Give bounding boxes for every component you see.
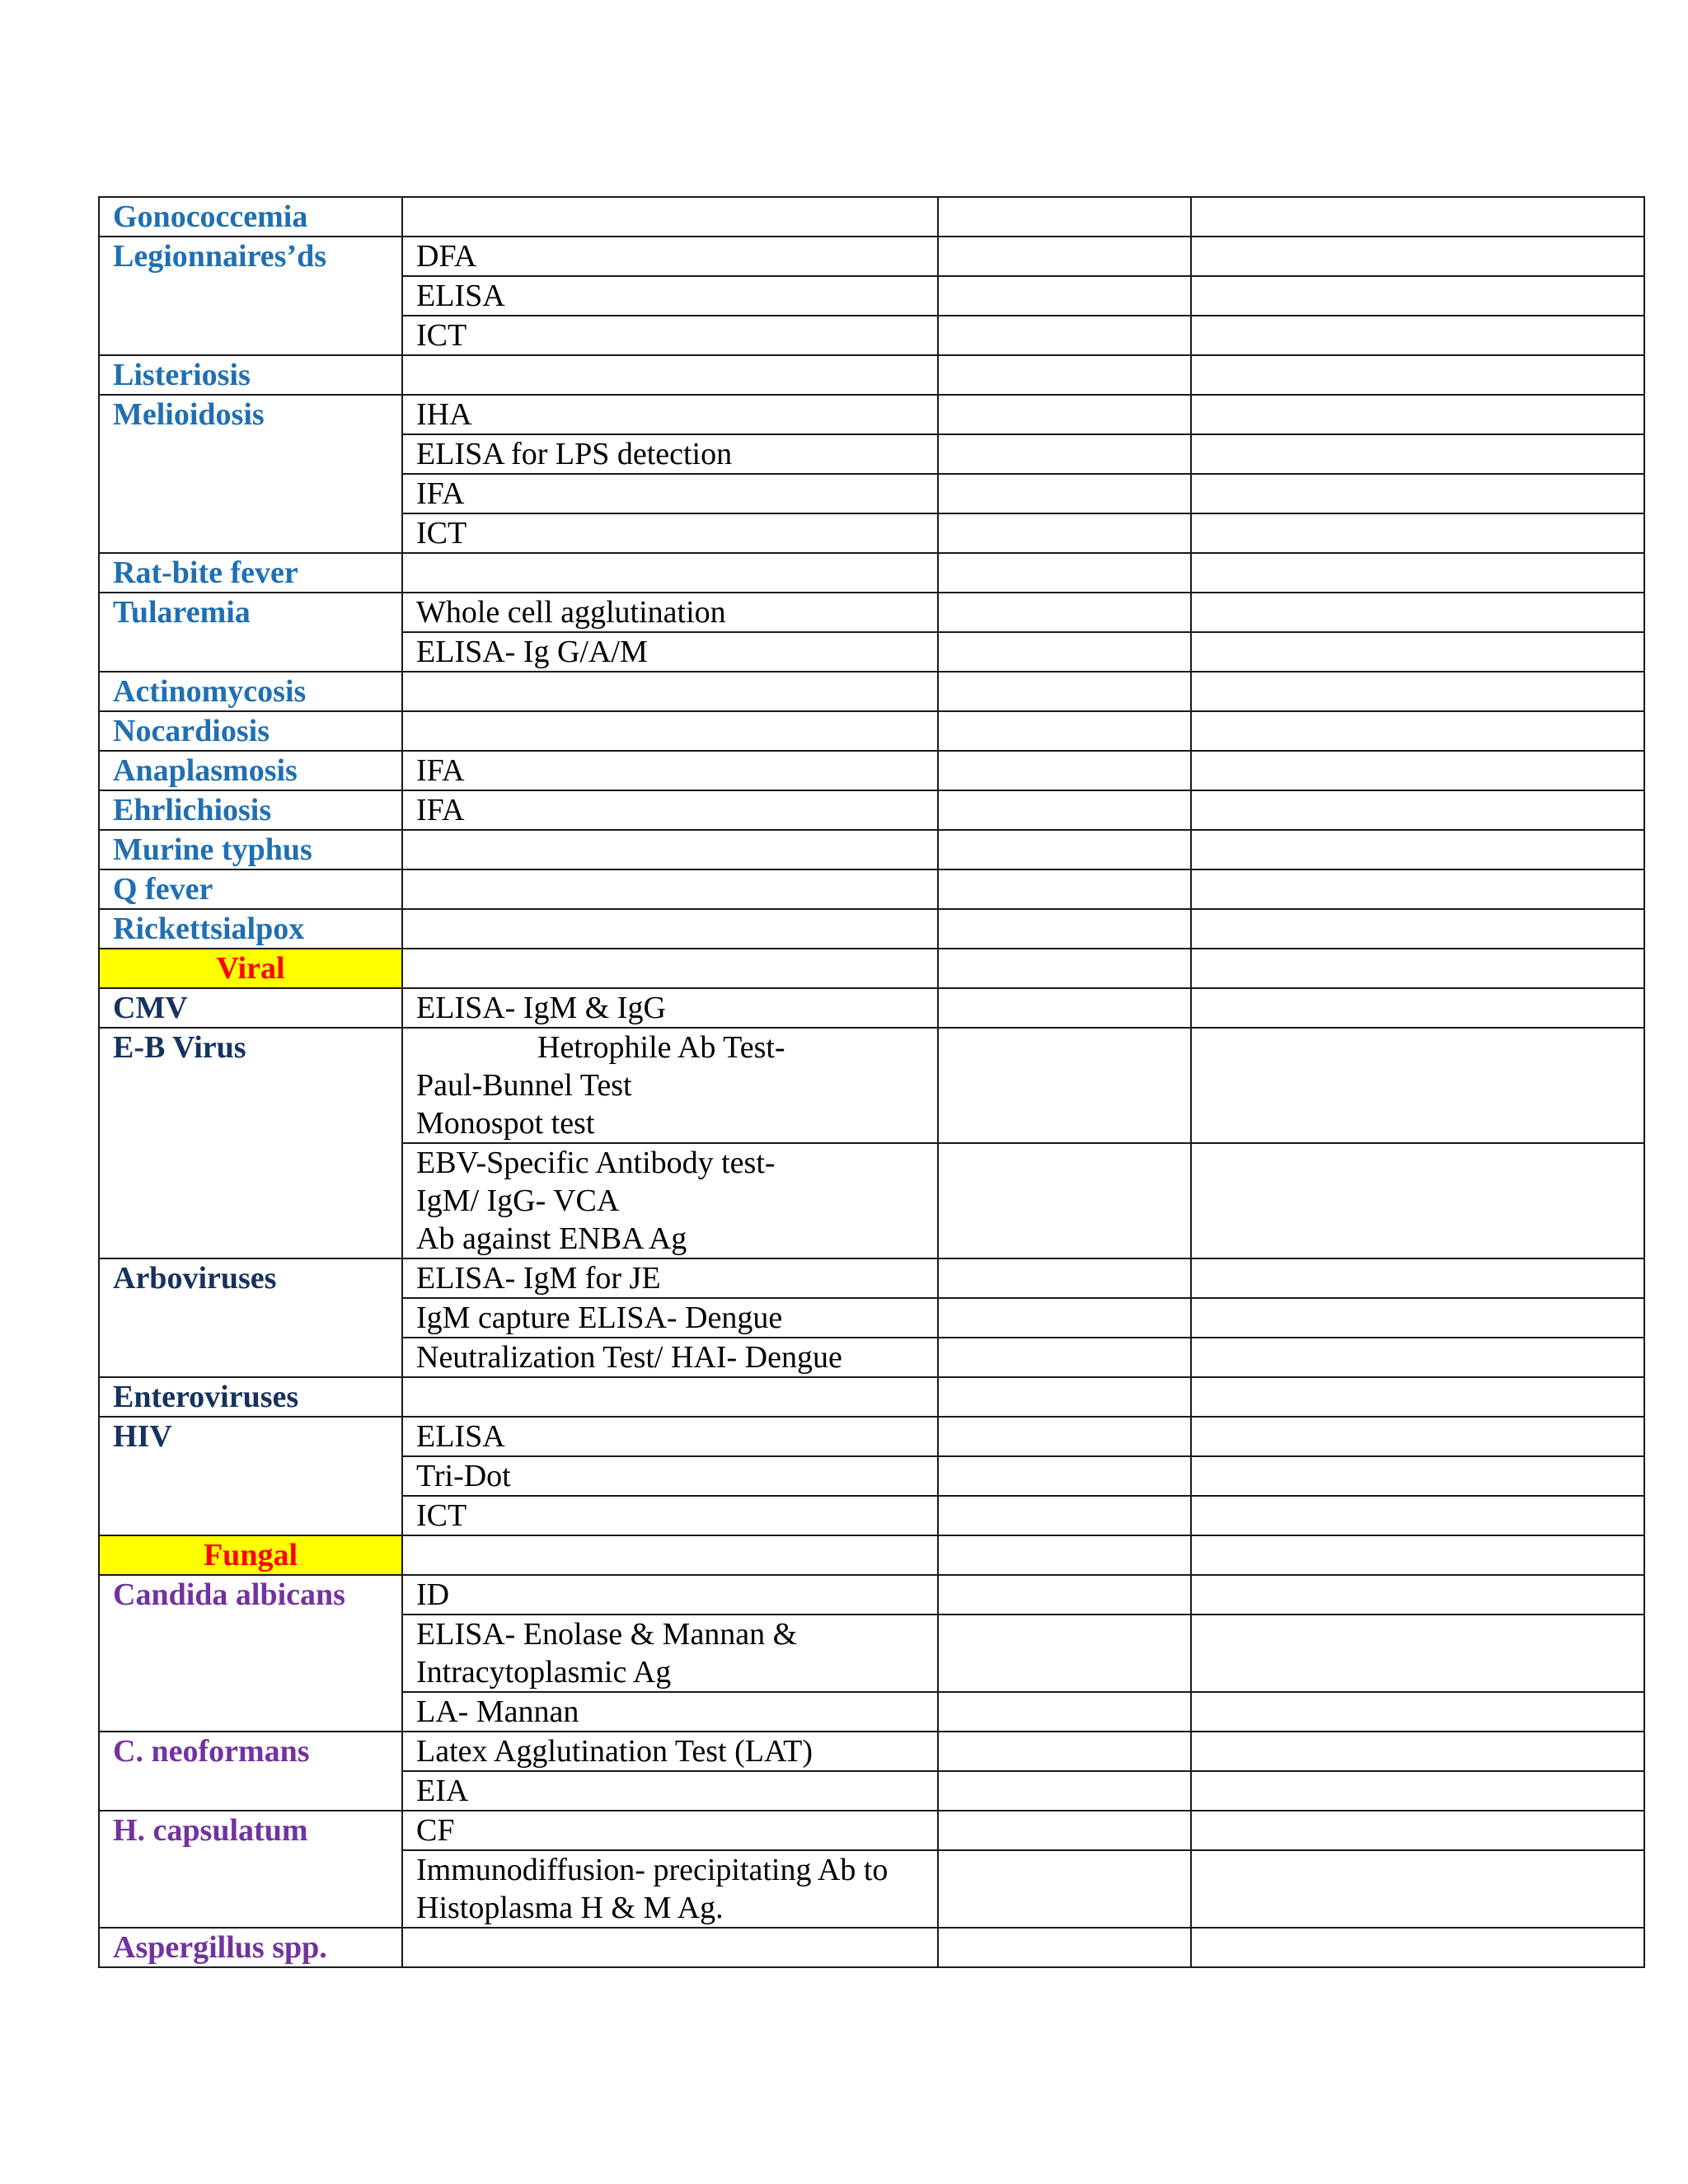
empty-cell bbox=[938, 1811, 1191, 1850]
empty-cell bbox=[938, 395, 1191, 434]
empty-cell bbox=[938, 237, 1191, 276]
table-row bbox=[99, 1028, 1644, 1143]
empty-cell bbox=[1191, 1575, 1644, 1615]
empty-cell bbox=[1191, 1732, 1644, 1771]
empty-cell bbox=[938, 1535, 1191, 1575]
empty-cell bbox=[1191, 632, 1644, 672]
empty-cell bbox=[1191, 474, 1644, 513]
test-method-line: Ab against ENBA Ag bbox=[416, 1221, 687, 1256]
disease-name: Murine typhus bbox=[99, 830, 402, 869]
disease-name: H. capsulatum bbox=[99, 1811, 402, 1928]
empty-cell bbox=[938, 474, 1191, 513]
empty-cell bbox=[1191, 751, 1644, 790]
empty-cell bbox=[1191, 1496, 1644, 1535]
disease-name: Legionnaires’ds bbox=[99, 237, 402, 355]
test-method bbox=[402, 672, 938, 711]
empty-cell bbox=[938, 1377, 1191, 1417]
test-method: Latex Agglutination Test (LAT) bbox=[402, 1732, 938, 1771]
empty-cell bbox=[938, 1028, 1191, 1143]
empty-cell bbox=[938, 1850, 1191, 1928]
empty-cell bbox=[1191, 949, 1644, 988]
empty-cell bbox=[1191, 513, 1644, 553]
table-row bbox=[99, 553, 1644, 593]
test-method-line: Hetrophile Ab Test- bbox=[537, 1030, 785, 1065]
empty-cell bbox=[1191, 1298, 1644, 1338]
test-method: IgM capture ELISA- Dengue bbox=[402, 1298, 938, 1338]
empty-cell bbox=[1191, 276, 1644, 316]
empty-cell bbox=[1191, 355, 1644, 395]
table-row bbox=[99, 869, 1644, 909]
test-method-line: Immunodiffusion- precipitating Ab to bbox=[416, 1853, 889, 1887]
table-row bbox=[99, 593, 1644, 632]
table-row bbox=[99, 1811, 1644, 1850]
disease-name: Nocardiosis bbox=[99, 711, 402, 751]
empty-cell bbox=[938, 632, 1191, 672]
test-method bbox=[402, 1850, 938, 1928]
test-method bbox=[402, 355, 938, 395]
empty-cell bbox=[1191, 869, 1644, 909]
empty-cell bbox=[938, 672, 1191, 711]
empty-cell bbox=[1191, 1028, 1644, 1143]
empty-cell bbox=[402, 949, 938, 988]
empty-cell bbox=[1191, 1928, 1644, 1967]
test-method-line: ELISA- Enolase & Mannan & bbox=[416, 1617, 798, 1652]
table-row bbox=[99, 237, 1644, 276]
empty-cell bbox=[1191, 1377, 1644, 1417]
empty-cell bbox=[1191, 434, 1644, 474]
empty-cell bbox=[938, 830, 1191, 869]
empty-cell bbox=[938, 1143, 1191, 1258]
table-row bbox=[99, 1377, 1644, 1417]
empty-cell bbox=[938, 1771, 1191, 1811]
table-row bbox=[99, 1732, 1644, 1771]
test-method: LA- Mannan bbox=[402, 1692, 938, 1732]
table-row bbox=[99, 672, 1644, 711]
test-method: Neutralization Test/ HAI- Dengue bbox=[402, 1338, 938, 1377]
empty-cell bbox=[938, 909, 1191, 949]
test-method bbox=[402, 1615, 938, 1692]
test-method bbox=[402, 830, 938, 869]
disease-name: CMV bbox=[99, 988, 402, 1028]
empty-cell bbox=[1191, 237, 1644, 276]
table-row bbox=[99, 197, 1644, 237]
table-row bbox=[99, 1417, 1644, 1456]
empty-cell bbox=[938, 1258, 1191, 1298]
disease-name: Melioidosis bbox=[99, 395, 402, 553]
empty-cell bbox=[938, 1928, 1191, 1967]
table-row bbox=[99, 1575, 1644, 1615]
disease-name: C. neoformans bbox=[99, 1732, 402, 1811]
empty-cell bbox=[402, 1535, 938, 1575]
empty-cell bbox=[1191, 395, 1644, 434]
test-method: EIA bbox=[402, 1771, 938, 1811]
test-method-line: Monospot test bbox=[416, 1106, 595, 1141]
empty-cell bbox=[1191, 197, 1644, 237]
disease-name: Rat-bite fever bbox=[99, 553, 402, 593]
empty-cell bbox=[1191, 672, 1644, 711]
table-row bbox=[99, 1928, 1644, 1967]
test-method: Whole cell agglutination bbox=[402, 593, 938, 632]
disease-name: Listeriosis bbox=[99, 355, 402, 395]
test-method bbox=[402, 197, 938, 237]
disease-name: Anaplasmosis bbox=[99, 751, 402, 790]
disease-name: Actinomycosis bbox=[99, 672, 402, 711]
empty-cell bbox=[938, 949, 1191, 988]
test-method: IFA bbox=[402, 790, 938, 830]
disease-name: Arboviruses bbox=[99, 1258, 402, 1377]
table-row bbox=[99, 988, 1644, 1028]
disease-name: Rickettsialpox bbox=[99, 909, 402, 949]
empty-cell bbox=[1191, 1615, 1644, 1692]
empty-cell bbox=[938, 1692, 1191, 1732]
test-method: ELISA- IgM & IgG bbox=[402, 988, 938, 1028]
empty-cell bbox=[938, 869, 1191, 909]
table-row bbox=[99, 751, 1644, 790]
disease-name: Ehrlichiosis bbox=[99, 790, 402, 830]
test-method: ICT bbox=[402, 316, 938, 355]
table-body bbox=[99, 197, 1644, 1967]
empty-cell bbox=[1191, 830, 1644, 869]
empty-cell bbox=[938, 711, 1191, 751]
disease-name: Gonococcemia bbox=[99, 197, 402, 237]
empty-cell bbox=[938, 593, 1191, 632]
empty-cell bbox=[1191, 988, 1644, 1028]
empty-cell bbox=[938, 1298, 1191, 1338]
table-row bbox=[99, 355, 1644, 395]
section-row bbox=[99, 949, 1644, 988]
test-method bbox=[402, 1028, 938, 1143]
test-method-line: Histoplasma H & M Ag. bbox=[416, 1891, 724, 1925]
empty-cell bbox=[1191, 711, 1644, 751]
disease-name: Tularemia bbox=[99, 593, 402, 672]
empty-cell bbox=[938, 355, 1191, 395]
empty-cell bbox=[938, 553, 1191, 593]
disease-name: Enteroviruses bbox=[99, 1377, 402, 1417]
test-method bbox=[402, 553, 938, 593]
disease-name: E-B Virus bbox=[99, 1028, 402, 1258]
empty-cell bbox=[938, 1575, 1191, 1615]
table-row bbox=[99, 790, 1644, 830]
section-header: Viral bbox=[99, 949, 402, 988]
section-row bbox=[99, 1535, 1644, 1575]
test-method: ELISA bbox=[402, 276, 938, 316]
disease-name: Candida albicans bbox=[99, 1575, 402, 1732]
disease-name: HIV bbox=[99, 1417, 402, 1535]
test-method: IHA bbox=[402, 395, 938, 434]
test-method: IFA bbox=[402, 751, 938, 790]
test-method-line: EBV-Specific Antibody test- bbox=[416, 1146, 776, 1180]
empty-cell bbox=[1191, 1143, 1644, 1258]
empty-cell bbox=[938, 1456, 1191, 1496]
test-method bbox=[402, 909, 938, 949]
test-method: ID bbox=[402, 1575, 938, 1615]
empty-cell bbox=[938, 1496, 1191, 1535]
empty-cell bbox=[1191, 1258, 1644, 1298]
empty-cell bbox=[1191, 1692, 1644, 1732]
empty-cell bbox=[1191, 909, 1644, 949]
empty-cell bbox=[1191, 790, 1644, 830]
disease-name: Q fever bbox=[99, 869, 402, 909]
diagnostic-tests-table bbox=[98, 196, 1645, 1968]
test-method: DFA bbox=[402, 237, 938, 276]
test-method: ICT bbox=[402, 1496, 938, 1535]
test-method: ELISA- Ig G/A/M bbox=[402, 632, 938, 672]
test-method: CF bbox=[402, 1811, 938, 1850]
empty-cell bbox=[938, 276, 1191, 316]
table-row bbox=[99, 830, 1644, 869]
empty-cell bbox=[938, 316, 1191, 355]
empty-cell bbox=[938, 1732, 1191, 1771]
test-method: ELISA- IgM for JE bbox=[402, 1258, 938, 1298]
empty-cell bbox=[1191, 1850, 1644, 1928]
section-header: Fungal bbox=[99, 1535, 402, 1575]
empty-cell bbox=[1191, 1417, 1644, 1456]
table-row bbox=[99, 1258, 1644, 1298]
disease-name: Aspergillus spp. bbox=[99, 1928, 402, 1967]
test-method: IFA bbox=[402, 474, 938, 513]
empty-cell bbox=[1191, 1811, 1644, 1850]
empty-cell bbox=[938, 1417, 1191, 1456]
empty-cell bbox=[1191, 1338, 1644, 1377]
test-method: ELISA bbox=[402, 1417, 938, 1456]
test-method-line: Paul-Bunnel Test bbox=[416, 1068, 632, 1103]
test-method-line: Intracytoplasmic Ag bbox=[416, 1655, 672, 1690]
empty-cell bbox=[938, 790, 1191, 830]
test-method: Tri-Dot bbox=[402, 1456, 938, 1496]
empty-cell bbox=[1191, 593, 1644, 632]
test-method bbox=[402, 1143, 938, 1258]
test-method-line: IgM/ IgG- VCA bbox=[416, 1183, 620, 1218]
empty-cell bbox=[1191, 1535, 1644, 1575]
test-method bbox=[402, 1928, 938, 1967]
table-row bbox=[99, 711, 1644, 751]
table-row bbox=[99, 395, 1644, 434]
test-method bbox=[402, 711, 938, 751]
table-row bbox=[99, 909, 1644, 949]
test-method bbox=[402, 1377, 938, 1417]
empty-cell bbox=[938, 434, 1191, 474]
empty-cell bbox=[938, 513, 1191, 553]
test-method: ELISA for LPS detection bbox=[402, 434, 938, 474]
empty-cell bbox=[1191, 553, 1644, 593]
test-method bbox=[402, 869, 938, 909]
empty-cell bbox=[1191, 316, 1644, 355]
empty-cell bbox=[1191, 1771, 1644, 1811]
empty-cell bbox=[1191, 1456, 1644, 1496]
empty-cell bbox=[938, 1615, 1191, 1692]
empty-cell bbox=[938, 988, 1191, 1028]
empty-cell bbox=[938, 1338, 1191, 1377]
empty-cell bbox=[938, 751, 1191, 790]
empty-cell bbox=[938, 197, 1191, 237]
test-method: ICT bbox=[402, 513, 938, 553]
